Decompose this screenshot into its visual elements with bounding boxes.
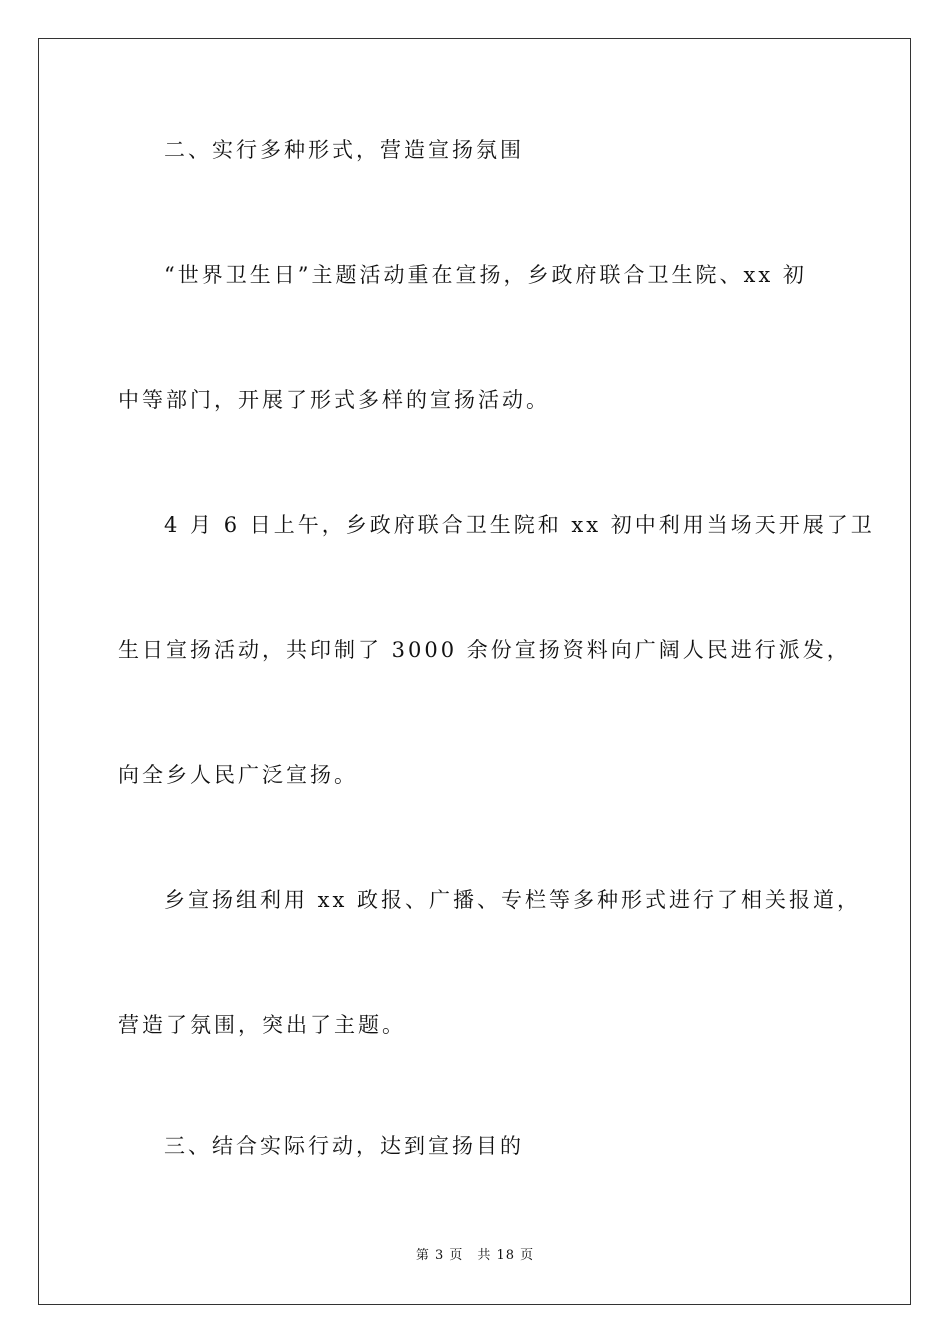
paragraph-line: “世界卫生日”主题活动重在宣扬，乡政府联合卫生院、xx 初	[164, 263, 807, 287]
section-heading-3: 三、结合实际行动，达到宣扬目的	[164, 1134, 524, 1158]
page-number-footer: 第 3 页 共 18 页	[415, 1248, 535, 1263]
section-heading-2: 二、实行多种形式，营造宣扬氛围	[164, 138, 524, 162]
paragraph-line: 中等部门，开展了形式多样的宣扬活动。	[118, 388, 550, 412]
paragraph-line: 向全乡人民广泛宣扬。	[118, 763, 358, 787]
paragraph-line: 生日宣扬活动，共印制了 3000 余份宣扬资料向广阔人民进行派发，	[118, 638, 851, 662]
paragraph-line: 4 月 6 日上午，乡政府联合卫生院和 xx 初中利用当场天开展了卫	[164, 513, 875, 537]
paragraph-line: 营造了氛围，突出了主题。	[118, 1013, 406, 1037]
paragraph-line: 乡宣扬组利用 xx 政报、广播、专栏等多种形式进行了相关报道，	[164, 888, 862, 912]
page-border	[38, 38, 911, 1305]
